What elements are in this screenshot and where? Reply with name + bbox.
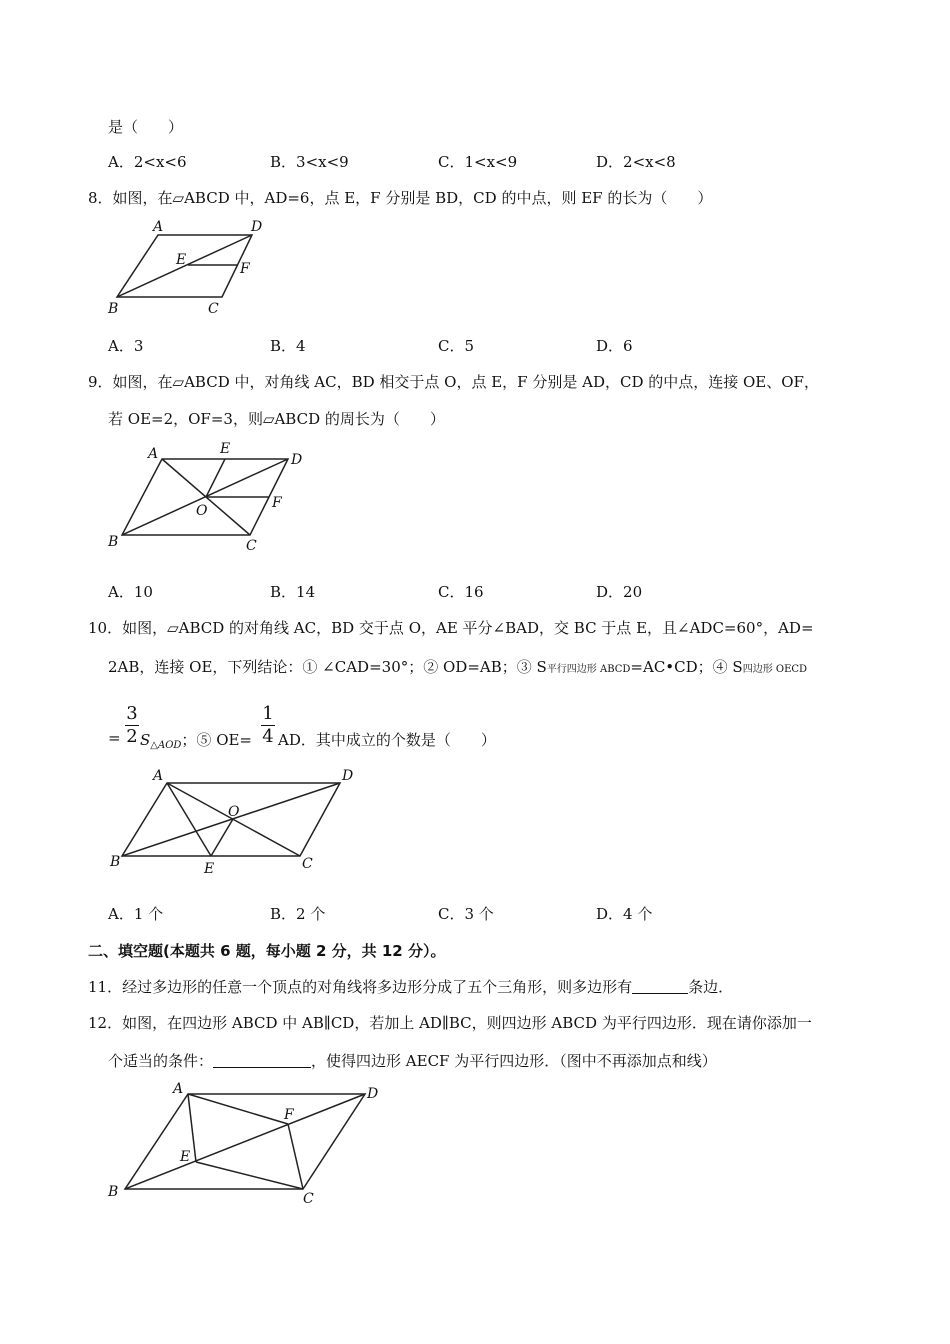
q9-label-b: B <box>108 534 119 550</box>
q9-option-d[interactable]: D．20 <box>596 583 643 601</box>
q12-segment-fc <box>288 1124 303 1189</box>
q12-answer-blank[interactable] <box>213 1053 311 1068</box>
q10-label-c: C <box>302 856 313 872</box>
q12-label-a: A <box>173 1081 184 1097</box>
q10-figure <box>100 762 370 880</box>
q9-label-c: C <box>246 538 257 554</box>
q7-options <box>108 152 808 172</box>
section-2-heading: 二、填空题(本题共 6 题，每小题 2 分，共 12 分）。 <box>88 942 446 960</box>
q10-fraction2-numerator: 1 <box>262 703 274 724</box>
q9-stem-line2: 若 OE=2，OF=3，则▱ABCD 的周长为（ ） <box>108 410 445 428</box>
q10-label-b: B <box>110 854 121 870</box>
q10-option-c[interactable]: C．3 个 <box>438 905 494 923</box>
q9-option-b[interactable]: B．14 <box>270 583 316 601</box>
q10-option-d[interactable]: D．4 个 <box>596 905 653 923</box>
q10-subscript-abcd: 平行四边形 ABCD <box>546 664 631 675</box>
q9-segment-oe <box>206 459 225 497</box>
q9-stem-line1 <box>88 372 819 392</box>
q10-line3-s <box>140 730 252 756</box>
q8-label-e: E <box>176 252 187 268</box>
q12-segment-af <box>188 1094 288 1124</box>
q8-options <box>108 336 808 356</box>
q11-number: 11． <box>88 978 123 996</box>
q10-segment-ae <box>167 783 211 856</box>
q10-fraction-1-4 <box>261 704 275 747</box>
q10-stem-line1 <box>88 618 814 638</box>
q10-label-e: E <box>204 861 215 877</box>
q9-label-o: O <box>196 503 208 519</box>
q12-text-line2a: 个适当的条件： <box>108 1052 214 1070</box>
q10-text-line3c: ；⑤ OE= <box>181 731 253 749</box>
q10-subscript-aod: △AOD <box>150 740 182 751</box>
q8-label-d: D <box>251 219 263 235</box>
q9-label-f: F <box>272 495 282 511</box>
q7-option-a[interactable]: A．2<x<6 <box>108 153 187 171</box>
q10-subscript-oecd: 四边形 OECD <box>742 664 808 675</box>
q10-number: 10． <box>88 619 123 637</box>
q9-label-e: E <box>220 441 231 457</box>
q11-stem <box>88 977 733 997</box>
q9-option-c[interactable]: C．16 <box>438 583 484 601</box>
q10-label-o: O <box>228 804 240 820</box>
q10-text-line1: 如图，▱ABCD 的对角线 AC，BD 交于点 O，AE 平分∠BAD，交 BC 于点 E，且∠ADC=60°，AD= <box>122 619 814 637</box>
q10-options <box>108 904 808 924</box>
q12-label-d: D <box>367 1086 379 1102</box>
q11-text-b: 条边． <box>688 978 734 996</box>
q12-stem-line1 <box>88 1013 812 1033</box>
q8-figure <box>100 214 280 320</box>
q10-text-line2a: 2AB，连接 OE，下列结论：① ∠CAD=30°；② OD=AB；③ S <box>108 658 547 676</box>
q9-text-line1: 如图，在▱ABCD 中，对角线 AC，BD 相交于点 O，点 E，F 分别是 AD，CD 的中点，连接 OE、OF， <box>112 373 819 391</box>
q12-label-c: C <box>303 1191 314 1206</box>
q12-figure <box>100 1076 390 1206</box>
q12-label-e: E <box>180 1149 191 1165</box>
q11-text-a: 经过多边形的任意一个顶点的对角线将多边形分成了五个三角形，则多边形有 <box>122 978 633 996</box>
q10-fraction1-denominator: 2 <box>126 726 138 747</box>
q8-label-b: B <box>108 301 119 317</box>
q10-s-aod: S <box>140 731 151 749</box>
q12-text-line1: 如图，在四边形 ABCD 中 AB∥CD，若加上 AD∥BC，则四边形 ABCD 为平行四边形．现在请你添加一 <box>122 1014 812 1032</box>
q8-number: 8． <box>88 189 113 207</box>
q7-tail: 是（ ） <box>108 118 184 136</box>
q12-label-f: F <box>284 1107 294 1123</box>
q8-text: 如图，在▱ABCD 中，AD=6，点 E，F 分别是 BD，CD 的中点，则 EF 的长为（ ） <box>112 189 713 207</box>
q9-option-a[interactable]: A．10 <box>108 583 153 601</box>
q10-fraction-3-2 <box>125 704 139 747</box>
q7-option-c[interactable]: C．1<x<9 <box>438 153 518 171</box>
q11-answer-blank[interactable] <box>632 979 688 994</box>
q10-option-b[interactable]: B．2 个 <box>270 905 326 923</box>
q10-line3-tail: AD．其中成立的个数是（ ） <box>278 731 496 749</box>
q7-option-b[interactable]: B．3<x<9 <box>270 153 349 171</box>
q7-option-d[interactable]: D．2<x<8 <box>596 153 676 171</box>
q9-number: 9． <box>88 373 113 391</box>
q8-label-c: C <box>208 301 219 317</box>
q8-option-d[interactable]: D．6 <box>596 337 633 355</box>
q10-fraction2-denominator: 4 <box>262 726 274 747</box>
q12-stem-line2 <box>108 1051 717 1071</box>
q10-fraction1-numerator: 3 <box>126 703 138 724</box>
q10-line3-eq: = <box>108 729 121 747</box>
q10-label-d: D <box>342 768 354 784</box>
q10-text-line2c: =AC•CD；④ S <box>630 658 743 676</box>
q9-figure <box>100 438 320 558</box>
q8-label-f: F <box>240 261 250 277</box>
q9-label-d: D <box>291 452 303 468</box>
q12-label-b: B <box>108 1184 119 1200</box>
q8-option-b[interactable]: B．4 <box>270 337 306 355</box>
q8-stem <box>88 188 712 208</box>
q9-options <box>108 582 808 602</box>
q10-stem-line2 <box>108 657 807 680</box>
q8-option-a[interactable]: A．3 <box>108 337 144 355</box>
q9-label-a: A <box>148 446 159 462</box>
q10-option-a[interactable]: A．1 个 <box>108 905 164 923</box>
q8-option-c[interactable]: C．5 <box>438 337 475 355</box>
q8-label-a: A <box>153 219 164 235</box>
q10-label-a: A <box>153 768 164 784</box>
q12-text-line2b: ，使得四边形 AECF 为平行四边形．（图中不再添加点和线） <box>311 1052 717 1070</box>
q12-segment-ec <box>196 1162 303 1189</box>
q12-number: 12． <box>88 1014 123 1032</box>
